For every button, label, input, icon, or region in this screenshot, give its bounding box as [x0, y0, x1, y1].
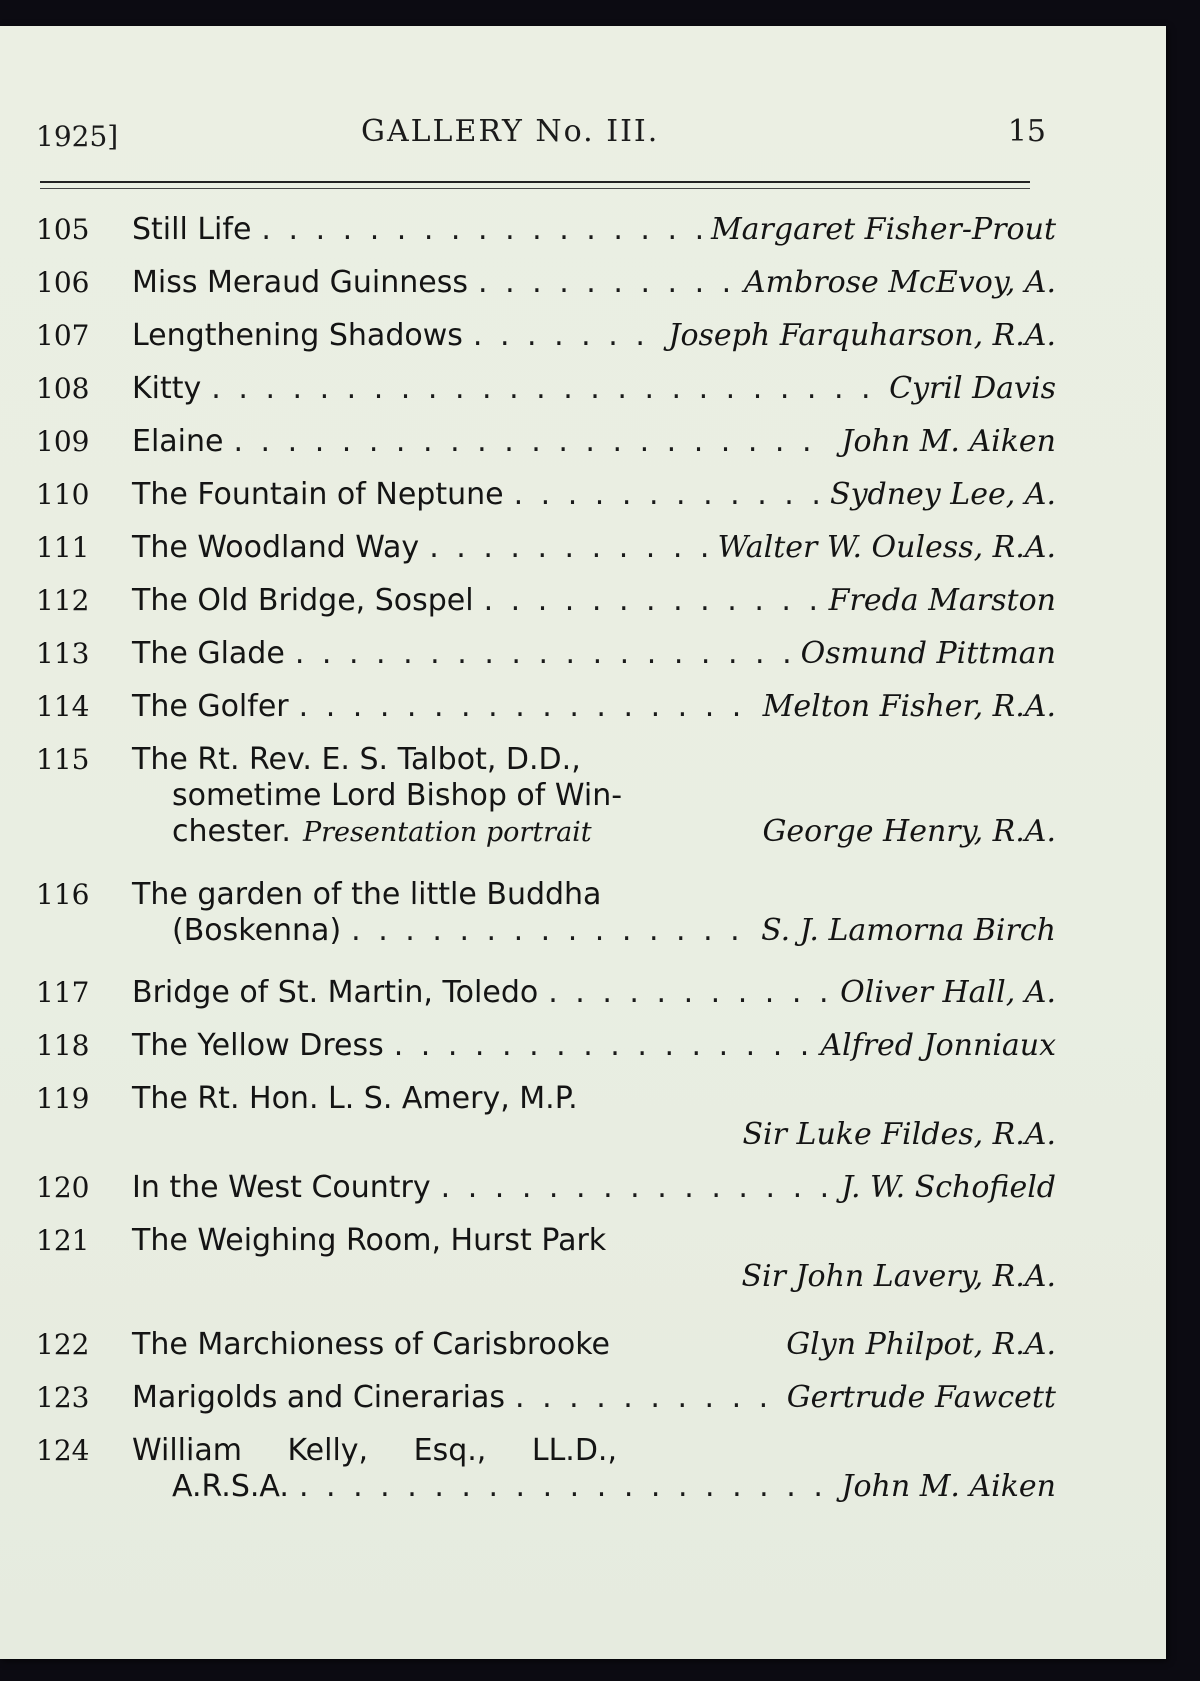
- header-rule: [40, 181, 1030, 183]
- entry-title-continued: A.R.S.A.: [172, 1469, 289, 1504]
- entry-title: Bridge of St. Martin, Toledo: [132, 975, 539, 1010]
- entry-artist: Gertrude Fawcett: [786, 1380, 1056, 1415]
- catalogue-entry: [36, 636, 1056, 672]
- entry-number: 105: [36, 213, 90, 246]
- entry-number: 120: [36, 1171, 90, 1204]
- leader-dots: [299, 1469, 831, 1505]
- leader-dots: [429, 530, 707, 566]
- leader-dots: [261, 212, 701, 248]
- header-page-number: 15: [1007, 114, 1046, 149]
- entry-artist: Freda Marston: [828, 583, 1056, 618]
- entry-number: 114: [36, 690, 90, 723]
- entry-number: 121: [36, 1224, 90, 1257]
- entry-artist: Alfred Jonniaux: [820, 1028, 1056, 1063]
- entry-title: Miss Meraud Guinness: [132, 265, 469, 300]
- catalogue-entry: [36, 877, 1056, 949]
- entry-title: Kitty: [132, 371, 202, 406]
- catalogue-entry: [36, 424, 1056, 460]
- entry-artist: J. W. Schofield: [841, 1170, 1056, 1205]
- catalogue-entry: [36, 1223, 1056, 1295]
- entry-number: 117: [36, 976, 90, 1009]
- leader-dots: [514, 477, 820, 513]
- entry-title: The Golfer: [132, 689, 289, 724]
- leader-dots: [295, 636, 791, 672]
- entry-artist: Osmund Pittman: [800, 636, 1056, 671]
- leader-dots: [394, 1028, 811, 1064]
- entry-title: The Old Bridge, Sospel: [132, 583, 474, 618]
- entry-number: 115: [36, 743, 90, 776]
- entry-number: 109: [36, 425, 90, 458]
- entry-number: 116: [36, 878, 90, 911]
- entry-title: In the West Country: [132, 1170, 431, 1205]
- entry-artist: Margaret Fisher-Prout: [710, 212, 1056, 247]
- entry-title: The garden of the little Buddha: [132, 877, 602, 912]
- entry-title: The Woodland Way: [132, 530, 420, 565]
- entry-note: Presentation portrait: [302, 817, 592, 848]
- header-year: 1925]: [36, 120, 119, 153]
- entry-artist: Sydney Lee, A.: [830, 477, 1056, 512]
- leader-dots: [211, 371, 879, 407]
- entry-title: Elaine: [132, 424, 224, 459]
- catalogue-entry: [36, 975, 1056, 1011]
- entry-title: William Kelly, Esq., LL.D.,: [132, 1433, 617, 1468]
- entry-number: 112: [36, 584, 90, 617]
- leader-dots: [548, 975, 830, 1011]
- header-rule-thin: [40, 188, 1030, 189]
- entry-title: Marigolds and Cinerarias: [132, 1380, 506, 1415]
- header-gallery-title: GALLERY No. III.: [361, 114, 660, 149]
- entry-artist: Walter W. Ouless, R.A.: [717, 530, 1056, 565]
- entry-title: The Weighing Room, Hurst Park: [132, 1223, 607, 1258]
- leader-dots: [478, 265, 734, 301]
- catalogue-entry: [36, 742, 1056, 851]
- entry-number: 108: [36, 372, 90, 405]
- entry-artist: Ambrose McEvoy, A.: [743, 265, 1056, 300]
- catalogue-entry: [36, 1028, 1056, 1064]
- entry-artist: Sir John Lavery, R.A.: [741, 1259, 1056, 1294]
- entry-artist: S. J. Lamorna Birch: [761, 913, 1056, 948]
- entry-number: 124: [36, 1434, 90, 1467]
- catalogue-entry: [36, 583, 1056, 619]
- catalogue-entry: [36, 689, 1056, 725]
- entry-title: The Marchioness of Carisbrooke: [132, 1327, 611, 1362]
- entry-number: 122: [36, 1328, 90, 1361]
- entry-title-end: chester.: [172, 814, 291, 849]
- catalogue-entry: [36, 477, 1056, 513]
- catalogue-entry: [36, 1170, 1056, 1206]
- entry-artist: Cyril Davis: [889, 371, 1056, 406]
- page-header: [36, 100, 1046, 170]
- entry-number: 118: [36, 1029, 90, 1062]
- entry-number: 107: [36, 319, 90, 352]
- leader-dots: [515, 1380, 777, 1416]
- catalogue-entry: [36, 371, 1056, 407]
- leader-dots: [441, 1170, 832, 1206]
- entry-artist: Sir Luke Fildes, R.A.: [742, 1117, 1056, 1152]
- entry-number: 106: [36, 266, 90, 299]
- entry-title: The Rt. Rev. E. S. Talbot, D.D.,: [132, 742, 581, 777]
- entry-artist: Joseph Farquharson, R.A.: [668, 318, 1056, 353]
- catalogue-entry: [36, 1081, 1056, 1153]
- entry-artist: Glyn Philpot, R.A.: [786, 1327, 1056, 1362]
- entry-artist: Melton Fisher, R.A.: [762, 689, 1056, 724]
- entry-artist: John M. Aiken: [841, 1469, 1056, 1504]
- entry-title: The Glade: [132, 636, 285, 671]
- entry-title: Still Life: [132, 212, 252, 247]
- entry-artist: George Henry, R.A.: [762, 814, 1056, 849]
- entry-number: 123: [36, 1381, 90, 1414]
- entry-title-continued: sometime Lord Bishop of Win-: [172, 778, 623, 813]
- leader-dots: [299, 689, 753, 725]
- leader-dots: [484, 583, 819, 619]
- catalogue-page: [0, 26, 1166, 1659]
- catalogue-entry: [36, 265, 1056, 301]
- catalogue-entry: [36, 1433, 1056, 1505]
- entry-artist: Oliver Hall, A.: [840, 975, 1056, 1010]
- entry-number: 111: [36, 531, 90, 564]
- catalogue-entry: [36, 318, 1056, 354]
- entry-number: 119: [36, 1082, 90, 1115]
- entry-title: The Yellow Dress: [132, 1028, 384, 1063]
- leader-dots: [351, 913, 751, 949]
- leader-dots: [473, 318, 659, 354]
- entry-title-continued: (Boskenna): [172, 913, 342, 948]
- entry-number: 113: [36, 637, 90, 670]
- entry-title: Lengthening Shadows: [132, 318, 463, 353]
- entry-title: The Rt. Hon. L. S. Amery, M.P.: [132, 1081, 578, 1116]
- entry-number: 110: [36, 478, 90, 511]
- entry-artist: John M. Aiken: [841, 424, 1056, 459]
- leader-dots: [233, 424, 831, 460]
- catalogue-entries: [36, 212, 1056, 1505]
- entry-title: The Fountain of Neptune: [132, 477, 504, 512]
- catalogue-entry: [36, 1327, 1056, 1363]
- catalogue-entry: [36, 530, 1056, 566]
- catalogue-entry: [36, 212, 1056, 248]
- catalogue-entry: [36, 1380, 1056, 1416]
